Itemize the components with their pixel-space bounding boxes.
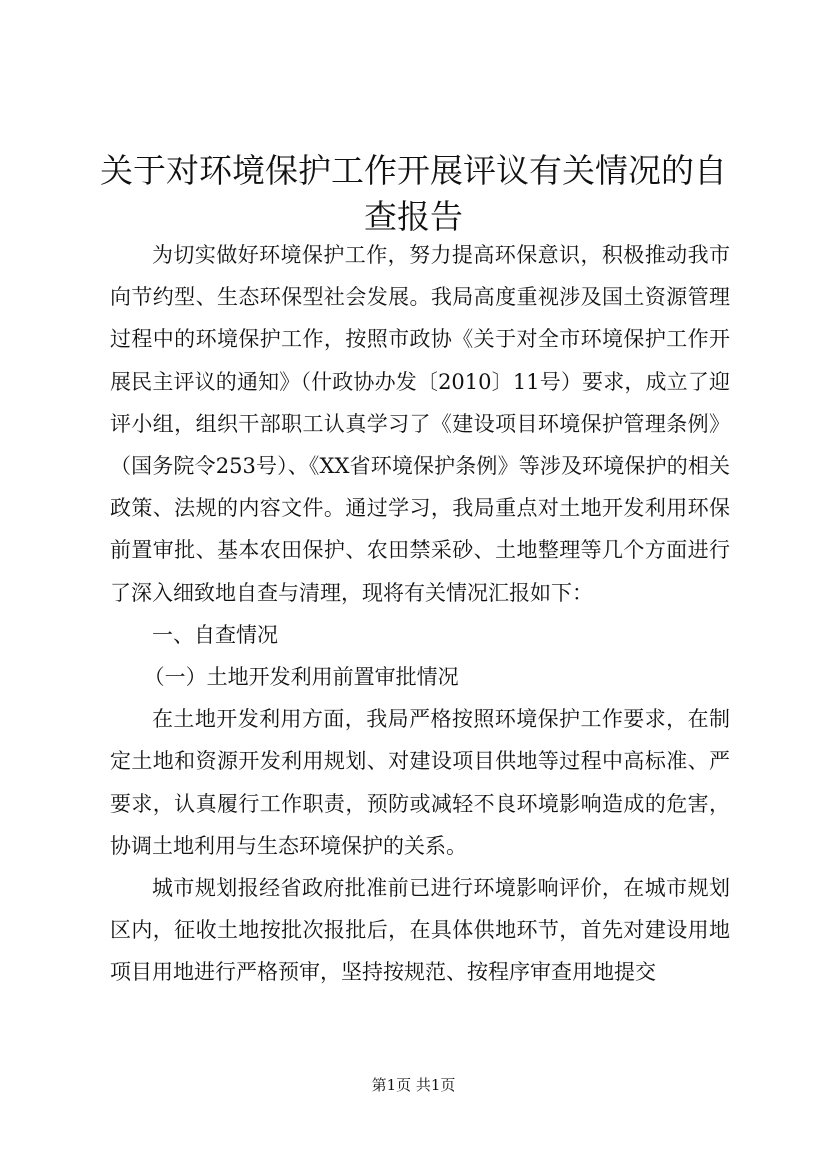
body-paragraph: 城市规划报经省政府批准前已进行环境影响评价，在城市规划区内，征收土地按批次报批后，在具体供地环节，首先对建设用地项目用地进行严格预审，坚持按规范、按程序审查用地提交 bbox=[110, 876, 730, 985]
subsection-heading: （一）土地开发利用前置审批情况 bbox=[143, 665, 459, 690]
document-body bbox=[110, 234, 730, 994]
page-footer: 第1页 共1页 bbox=[371, 1076, 456, 1094]
body-paragraph: 在土地开发利用方面，我局严格按照环境保护工作要求，在制定土地和资源开发利用规划、对建设项目供地等过程中高标准、严要求，认真履行工作职责，预防或减轻不良环境影响造成的危害，协调土地利用与生态环境保护的关系。 bbox=[110, 707, 730, 858]
section-heading: 一、自查情况 bbox=[152, 622, 278, 647]
document-title: 关于对环境保护工作开展评议有关情况的自查报告 bbox=[100, 151, 727, 236]
intro-paragraph: 为切实做好环境保护工作，努力提高环保意识，积极推动我市向节约型、生态环保型社会发展。我局高度重视涉及国土资源管理过程中的环境保护工作，按照市政协《关于对全市环境保护工作开展民主评议的通知》（什政协办发〔2010〕11号）要求，成立了迎评小组，组织干部职工认真学习了《建设项目环境保护管理条例》（国务院令253号）、《XX省环境保护条例》等涉及环境保护的相关政策、法规的内容文件。通过学习，我局重点对土地开发利用环保前置审批、基本农田保护、农田禁采砂、土地整理等几个方面进行了深入细致地自查与清理，现将有关情况汇报如下： bbox=[110, 243, 730, 605]
